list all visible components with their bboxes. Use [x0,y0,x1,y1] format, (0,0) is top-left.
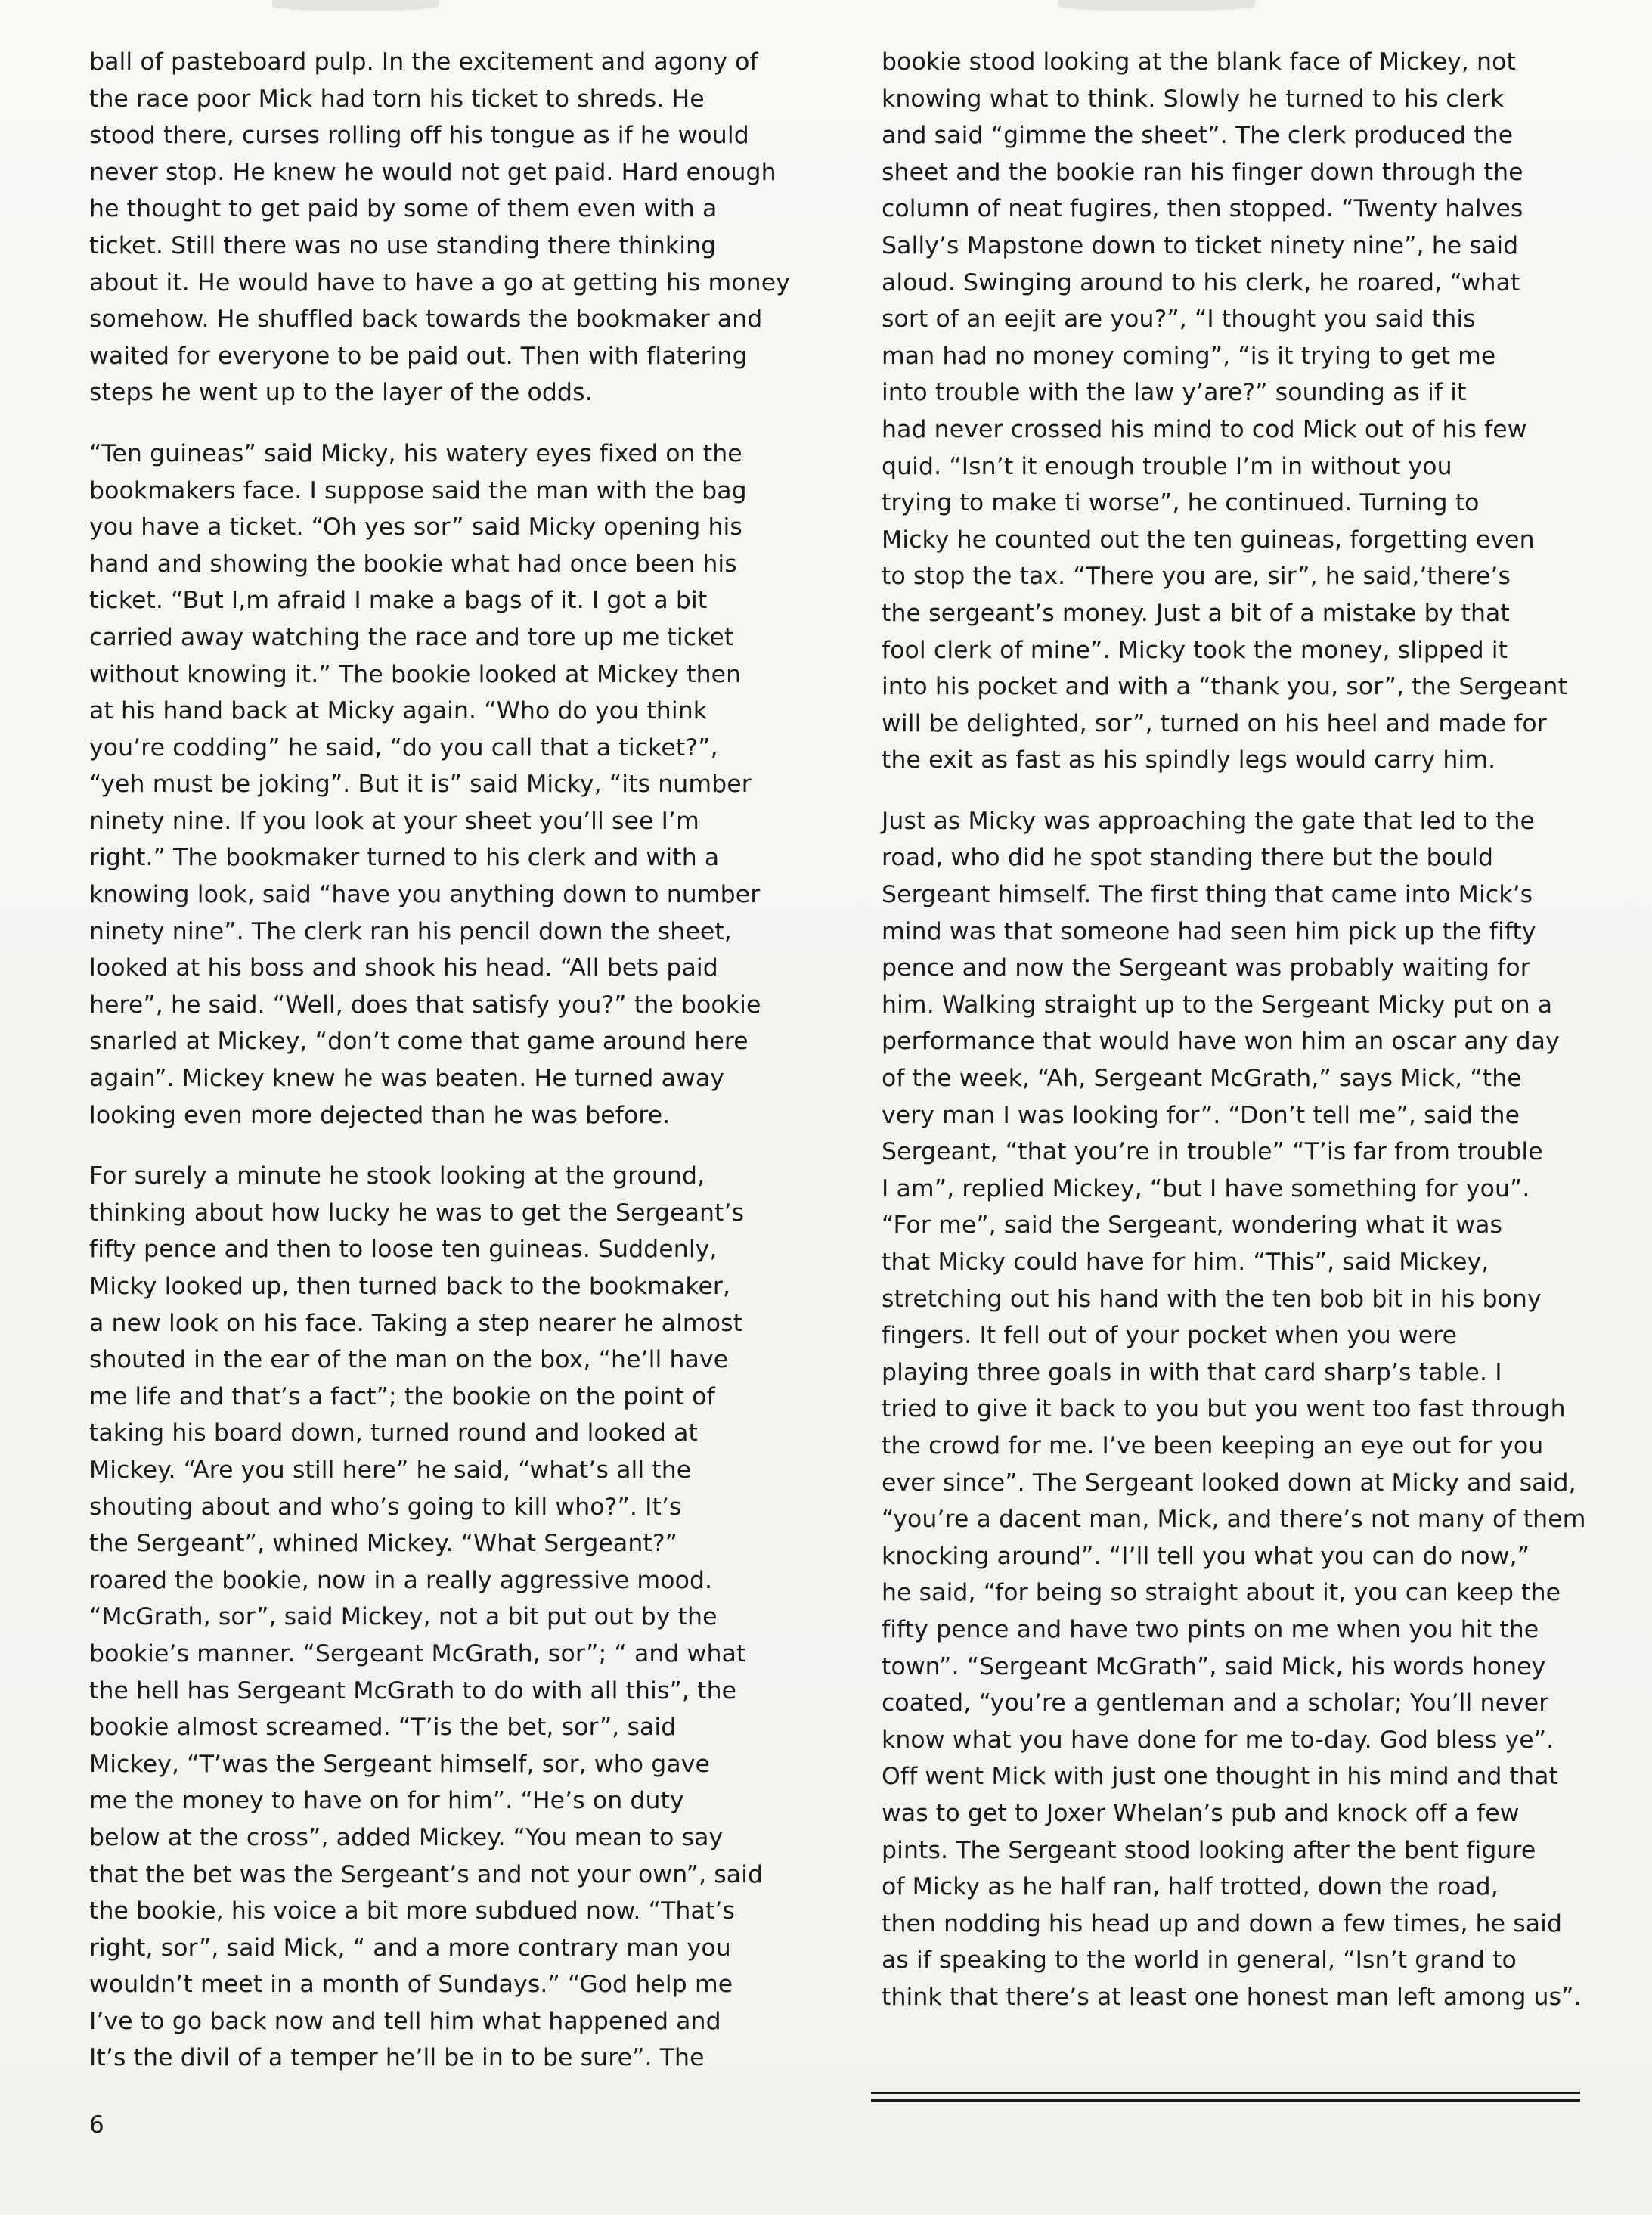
text-line: into trouble with the law y’are?” sounding as if it [882,379,1467,407]
text-line: the race poor Mick had torn his ticket to shreds. He [89,85,705,113]
right-column [882,44,1607,2015]
text-line: at his hand back at Micky again. “Who do you think [89,697,708,725]
text-line: Sergeant, “that you’re in trouble” “T’is far from trouble [882,1138,1543,1166]
text-line: “McGrath, sor”, said Mickey, not a bit put out by the [89,1603,718,1631]
text-line: he said, “for being so straight about it, you can keep the [882,1579,1561,1607]
text-line: pints. The Sergeant stood looking after the bent figure [882,1836,1536,1864]
text-line: fifty pence and have two pints on me when you hit the [882,1615,1539,1643]
text-line: and said “gimme the sheet”. The clerk produced the [882,122,1514,150]
text-line: For surely a minute he stook looking at the ground, [89,1162,705,1190]
text-line: trying to make ti worse”, he continued. Turning to [882,489,1480,517]
text-line: knowing what to think. Slowly he turned to his clerk [882,85,1505,113]
text-line: tried to give it back to you but you went too fast through [882,1395,1566,1423]
scan-edge-mark [272,0,439,11]
text-line: knowing look, said “have you anything down to number [89,881,761,909]
text-line: bookie almost screamed. “T’is the bet, sor”, said [89,1714,677,1742]
text-line: fifty pence and then to loose ten guineas. Suddenly, [89,1236,718,1264]
text-line: think that there’s at least one honest man left among us”. [882,1983,1582,2011]
text-line: stood there, curses rolling off his tongue as if he would [89,122,749,150]
text-line: very man I was looking for”. “Don’t tell me”, said the [882,1101,1520,1129]
text-line: shouting about and who’s going to kill who?”. It’s [89,1493,682,1521]
text-line: ball of pasteboard pulp. In the excitement and agony of [89,48,758,76]
text-line: sheet and the bookie ran his finger down through the [882,158,1523,186]
text-line: the bookie, his voice a bit more subdued now. “That’s [89,1897,735,1925]
text-line: Sergeant himself. The first thing that came into Mick’s [882,881,1533,909]
text-line: pence and now the Sergeant was probably waiting for [882,954,1530,982]
text-line: looked at his boss and shook his head. “All bets paid [89,954,718,982]
text-line: me the money to have on for him”. “He’s on duty [89,1787,684,1815]
text-line: him. Walking straight up to the Sergeant Micky put on a [882,991,1553,1019]
text-line: never stop. He knew he would not get paid. Hard enough [89,158,776,186]
text-line: that Micky could have for him. “This”, said Mickey, [882,1249,1489,1276]
text-line: column of neat fugires, then stopped. “Twenty halves [882,195,1523,223]
text-line: the exit as fast as his spindly legs would carry him. [882,746,1496,774]
text-line: waited for everyone to be paid out. Then with flatering [89,342,748,370]
end-rule [871,2092,1580,2094]
text-line: carried away watching the race and tore up me ticket [89,623,734,651]
text-line: somehow. He shuffled back towards the bookmaker and [89,306,763,333]
scan-edge-mark [1058,0,1255,11]
text-line: of Micky as he half ran, half trotted, down the road, [882,1873,1499,1901]
text-line: sort of an eejit are you?”, “I thought you said this [882,306,1476,333]
text-line: know what you have done for me to-day. God bless ye”. [882,1726,1554,1754]
text-line: the sergeant’s money. Just a bit of a mistake by that [882,599,1510,627]
text-line: as if speaking to the world in general, “Isn’t grand to [882,1947,1517,1975]
text-line: fingers. It fell out of your pocket when you were [882,1322,1458,1350]
text-line: right.” The bookmaker turned to his clerk and with a [89,844,720,872]
text-line: shouted in the ear of the man on the box, “he’ll have [89,1346,729,1374]
text-line: of the week, “Ah, Sergeant McGrath,” says Mick, “the [882,1065,1522,1093]
paragraph [882,803,1607,2016]
text-line: snarled at Mickey, “don’t come that game around here [89,1028,749,1056]
text-line: Off went Mick with just one thought in his mind and that [882,1763,1558,1791]
text-line: ticket. Still there was no use standing there thinking [89,231,717,259]
text-line: I’ve to go back now and tell him what happened and [89,2007,721,2035]
text-line: a new look on his face. Taking a step nearer he almost [89,1309,743,1337]
text-line: will be delighted, sor”, turned on his heel and made for [882,709,1547,737]
paragraph [89,44,845,411]
text-line: ever since”. The Sergeant looked down at Micky and said, [882,1469,1576,1497]
text-line: steps he went up to the layer of the odds. [89,379,593,407]
text-line: mind was that someone had seen him pick up the fifty [882,917,1536,945]
page-number: 6 [89,2111,104,2139]
text-line: bookmakers face. I suppose said the man with the bag [89,476,747,504]
text-line: about it. He would have to have a go at getting his money [89,268,790,296]
text-line: the hell has Sergeant McGrath to do with all this”, the [89,1677,737,1705]
text-line: aloud. Swinging around to his clerk, he roared, “what [882,268,1520,296]
text-line: Micky looked up, then turned back to the bookmaker, [89,1273,731,1300]
text-line: hand and showing the bookie what had once been his [89,550,737,578]
text-line: into his pocket and with a “thank you, sor”, the Sergeant [882,673,1567,701]
text-line: Mickey, “T’was the Sergeant himself, sor, who gave [89,1750,711,1778]
text-line: thinking about how lucky he was to get the Sergeant’s [89,1199,745,1227]
text-line: ninety nine. If you look at your sheet you’ll see I’m [89,807,699,835]
text-line: bookie stood looking at the blank face of Mickey, not [882,48,1516,76]
text-line: Sally’s Mapstone down to ticket ninety nine”, he said [882,231,1519,259]
text-line: “you’re a dacent man, Mick, and there’s not many of them [882,1506,1586,1534]
text-line: the Sergeant”, whined Mickey. “What Sergeant?” [89,1530,678,1558]
text-line: roared the bookie, now in a really aggressive mood. [89,1566,713,1594]
text-line: Just as Micky was approaching the gate that led to the [882,807,1536,835]
text-line: road, who did he spot standing there but the bould [882,844,1494,872]
text-line: you have a ticket. “Oh yes sor” said Micky opening his [89,513,742,541]
text-line: right, sor”, said Mick, “ and a more contrary man you [89,1934,731,1962]
text-line: was to get to Joxer Whelan’s pub and knock off a few [882,1799,1520,1827]
paragraph [89,436,845,1134]
text-line: “Ten guineas” said Micky, his watery eyes fixed on the [89,439,742,467]
text-line: here”, he said. “Well, does that satisfy you?” the bookie [89,991,761,1019]
text-line: bookie’s manner. “Sergeant McGrath, sor”; “ and what [89,1640,746,1667]
text-line: below at the cross”, added Mickey. “You mean to say [89,1823,724,1851]
text-line: coated, “you’re a gentleman and a scholar; You’ll never [882,1689,1549,1717]
text-line: fool clerk of mine”. Micky took the money, slipped it [882,636,1508,664]
text-line: taking his board down, turned round and looked at [89,1419,698,1447]
text-line: town”. “Sergeant McGrath”, said Mick, his words honey [882,1652,1546,1680]
paragraph [89,1158,845,2077]
text-line: knocking around”. “I’ll tell you what you can do now,” [882,1542,1530,1570]
text-line: stretching out his hand with the ten bob bit in his bony [882,1285,1542,1313]
text-line: you’re codding” he said, “do you call that a ticket?”, [89,734,718,762]
text-line: to stop the tax. “There you are, sir”, he said,’there’s [882,563,1511,591]
paragraph [882,44,1607,779]
text-line: “For me”, said the Sergeant, wondering what it was [882,1211,1503,1239]
text-line: It’s the divil of a temper he’ll be in to be sure”. The [89,2044,705,2072]
text-line: wouldn’t meet in a month of Sundays.” “God help me [89,1971,733,1999]
text-line: quid. “Isn’t it enough trouble I’m in without you [882,452,1452,480]
text-line: had never crossed his mind to cod Mick out of his few [882,415,1527,443]
text-line: looking even more dejected than he was before. [89,1101,671,1129]
text-line: then nodding his head up and down a few times, he said [882,1909,1563,1937]
text-line: Mickey. “Are you still here” he said, “what’s all the [89,1456,692,1484]
text-line: performance that would have won him an oscar any day [882,1028,1560,1056]
text-line: ninety nine”. The clerk ran his pencil down the sheet, [89,917,732,945]
text-line: ticket. “But I,m afraid I make a bags of it. I got a bit [89,587,708,615]
text-line: again”. Mickey knew he was beaten. He turned away [89,1065,725,1093]
text-line: that the bet was the Sergeant’s and not your own”, said [89,1860,764,1888]
text-line: without knowing it.” The bookie looked at Mickey then [89,660,742,688]
text-line: the crowd for me. I’ve been keeping an eye out for you [882,1432,1544,1460]
end-rule [871,2099,1580,2102]
text-line: me life and that’s a fact”; the bookie on the point of [89,1382,715,1410]
text-line: man had no money coming”, “is it trying to get me [882,342,1496,370]
left-column [89,44,845,2077]
text-line: Micky he counted out the ten guineas, forgetting even [882,526,1535,554]
text-line: playing three goals in with that card sharp’s table. I [882,1358,1502,1386]
text-line: I am”, replied Mickey, “but I have something for you”. [882,1174,1530,1202]
text-line: “yeh must be joking”. But it is” said Micky, “its number [89,771,752,799]
text-line: he thought to get paid by some of them even with a [89,195,718,223]
